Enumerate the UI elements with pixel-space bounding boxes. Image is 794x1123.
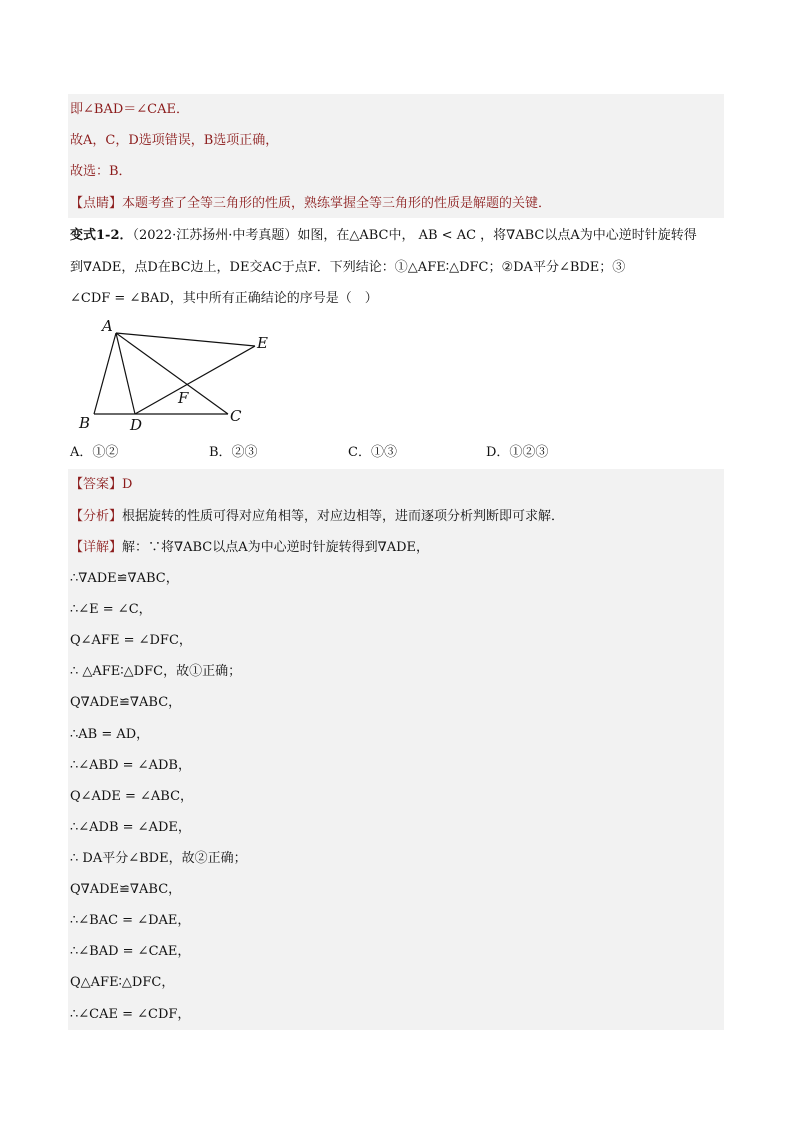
segment-ab <box>94 333 116 414</box>
detail-line-11: ∴ DA平分∠BDE，故②正确； <box>70 851 247 866</box>
option-c: C．①③ <box>348 445 397 460</box>
detail-line-13: ∴∠BAC = ∠DAE， <box>70 913 191 928</box>
solution-line-2: 故A，C，D选项错误，B选项正确， <box>70 133 279 148</box>
detail-line-7: ∴AB = AD， <box>70 727 150 742</box>
question-line-2: 到∇ADE，点D在BC边上，DE交AC于点F．下列结论：①△AFE∶△DFC；②DA平分∠BDE；③ <box>70 260 626 275</box>
comment-line <box>70 194 551 214</box>
answer-text: D <box>122 477 133 492</box>
answer-tag: 【答案】 <box>70 477 123 492</box>
label-f: F <box>178 389 189 407</box>
detail-line-2: ∴∇ADE≌∇ABC， <box>70 571 179 586</box>
comment-tag: 【点睛】 <box>70 196 123 211</box>
option-b: B．②③ <box>209 445 258 460</box>
option-a: A．①② <box>70 445 119 460</box>
detail-line-9: Q∠ADE = ∠ABC， <box>70 789 194 804</box>
segment-de <box>135 346 255 414</box>
detail-line-14: ∴∠BAD = ∠CAE， <box>70 944 191 959</box>
detail-line-4: Q∠AFE = ∠DFC， <box>70 633 192 648</box>
detail-tag: 【详解】 <box>70 540 123 555</box>
question-label: 变式1-2． <box>70 228 133 243</box>
question-text-1: （2022·江苏扬州·中考真题）如图，在△ABC中， AB < AC ，将∇ABC以点A为中心逆时针旋转得 <box>132 228 697 243</box>
comment-text: 本题考查了全等三角形的性质，熟练掌握全等三角形的性质是解题的关键． <box>122 196 552 211</box>
answer-line <box>70 475 132 495</box>
detail-line-10: ∴∠ADB = ∠ADE， <box>70 820 191 835</box>
analysis-text: 根据旋转的性质可得对应角相等，对应边相等，进而逐项分析判断即可求解． <box>122 509 565 524</box>
label-e: E <box>257 334 268 352</box>
detail-line-6: Q∇ADE≌∇ABC， <box>70 695 182 710</box>
detail-line-15: Q△AFE∶△DFC， <box>70 975 175 990</box>
detail-line-3: ∴∠E = ∠C， <box>70 602 152 617</box>
solution-line-1: 即∠BAD＝∠CAE． <box>70 102 189 117</box>
label-a: A <box>102 317 113 335</box>
option-d: D．①②③ <box>486 445 549 460</box>
detail-text-1: 解：∵将∇ABC以点A为中心逆时针旋转得到∇ADE， <box>122 540 429 555</box>
detail-line-12: Q∇ADE≌∇ABC， <box>70 882 182 897</box>
analysis-tag: 【分析】 <box>70 509 123 524</box>
question-line-3: ∠CDF = ∠BAD，其中所有正确结论的序号是（ ） <box>70 291 378 306</box>
analysis-line <box>70 507 564 527</box>
segment-ac <box>116 333 228 414</box>
label-d: D <box>130 416 143 434</box>
detail-line-8: ∴∠ABD = ∠ADB， <box>70 758 191 773</box>
detail-line-16: ∴∠CAE = ∠CDF， <box>70 1007 191 1022</box>
label-c: C <box>230 407 242 425</box>
geometry-figure <box>70 312 290 437</box>
detail-line-1 <box>70 538 429 558</box>
detail-line-5: ∴ △AFE∶△DFC，故①正确； <box>70 664 242 679</box>
solution-line-3: 故选：B． <box>70 164 132 179</box>
question-line-1 <box>70 226 697 246</box>
label-b: B <box>79 414 91 432</box>
segment-ae <box>116 333 255 346</box>
